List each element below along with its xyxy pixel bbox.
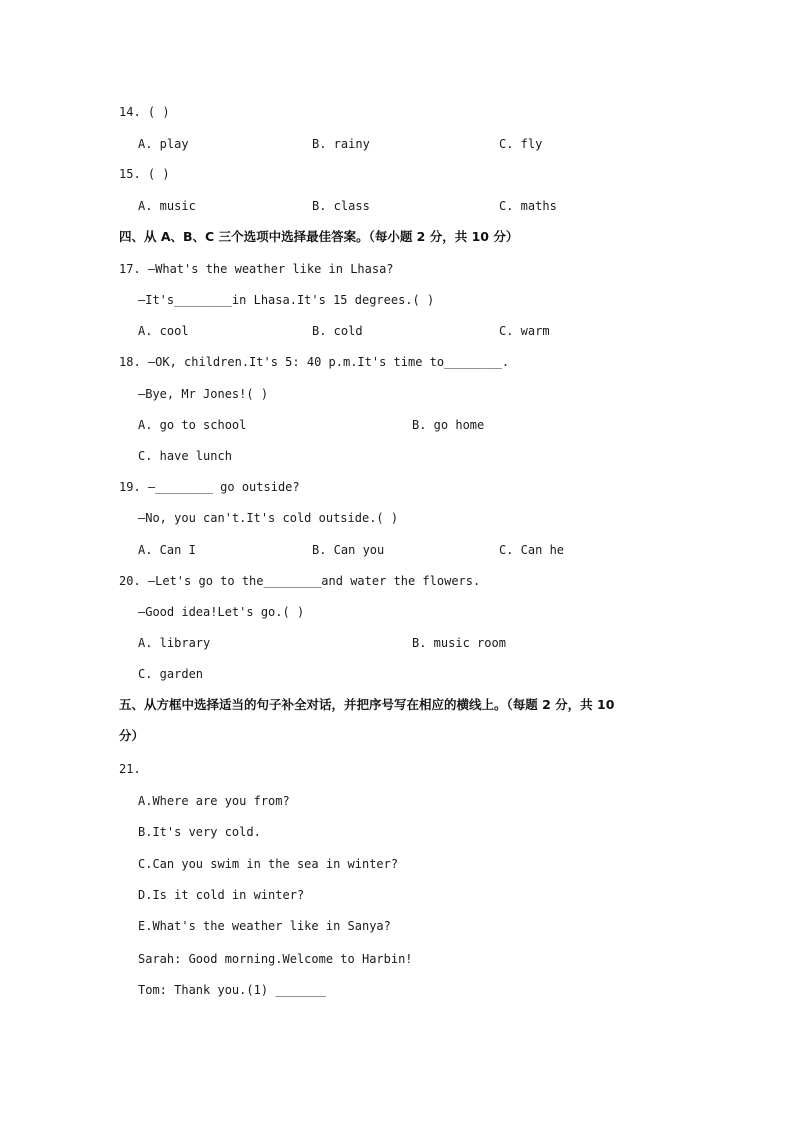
question-14-option-c: C. fly <box>499 137 543 151</box>
question-18-line-1: 18. —OK, children.It's 5: 40 p.m.It's time to________. <box>119 355 510 369</box>
question-21-option-a: A.Where are you from? <box>138 794 290 808</box>
question-19-line-1: 19. —________ go outside? <box>119 480 300 494</box>
question-15-option-a: A. music <box>138 199 196 213</box>
question-17-option-a: A. cool <box>138 324 189 338</box>
question-15-option-c: C. maths <box>499 199 557 213</box>
question-18-option-a: A. go to school <box>138 418 247 432</box>
question-20-line-1: 20. —Let's go to the________and water the flowers. <box>119 574 481 588</box>
section-4-heading: 四、从 A、B、C 三个选项中选择最佳答案。（每小题 2 分，共 10 分） <box>119 229 519 244</box>
question-19-line-2: —No, you can't.It's cold outside.( ) <box>138 511 399 525</box>
question-21-number: 21. <box>119 762 141 776</box>
question-21-option-d: D.Is it cold in winter? <box>138 888 305 902</box>
question-20-option-c: C. garden <box>138 667 204 681</box>
question-18-line-2: —Bye, Mr Jones!( ) <box>138 387 269 401</box>
section-5-heading-continued: 分） <box>119 728 145 743</box>
question-21-dialogue-line-2: Tom: Thank you.(1) _______ <box>138 983 326 997</box>
question-20-option-a: A. library <box>138 636 211 650</box>
question-17-option-b: B. cold <box>312 324 363 338</box>
question-18-option-c: C. have lunch <box>138 449 232 463</box>
question-21-option-c: C.Can you swim in the sea in winter? <box>138 857 399 871</box>
question-14-stem: 14. ( ) <box>119 105 170 119</box>
question-20-option-b: B. music room <box>412 636 506 650</box>
question-19-option-b: B. Can you <box>312 543 385 557</box>
question-18-option-b: B. go home <box>412 418 485 432</box>
question-15-option-b: B. class <box>312 199 370 213</box>
question-14-option-a: A. play <box>138 137 189 151</box>
question-17-option-c: C. warm <box>499 324 550 338</box>
section-5-heading: 五、从方框中选择适当的句子补全对话，并把序号写在相应的横线上。（每题 2 分，共 10 <box>119 697 615 712</box>
question-19-option-c: C. Can he <box>499 543 565 557</box>
question-21-option-b: B.It's very cold. <box>138 825 261 839</box>
question-20-line-2: —Good idea!Let's go.( ) <box>138 605 305 619</box>
question-21-dialogue-line-1: Sarah: Good morning.Welcome to Harbin! <box>138 952 413 966</box>
question-15-stem: 15. ( ) <box>119 167 170 181</box>
question-19-option-a: A. Can I <box>138 543 196 557</box>
question-17-line-2: —It's________in Lhasa.It's 15 degrees.( ) <box>138 293 435 307</box>
question-17-line-1: 17. —What's the weather like in Lhasa? <box>119 262 394 276</box>
question-14-option-b: B. rainy <box>312 137 370 151</box>
question-21-option-e: E.What's the weather like in Sanya? <box>138 919 391 933</box>
